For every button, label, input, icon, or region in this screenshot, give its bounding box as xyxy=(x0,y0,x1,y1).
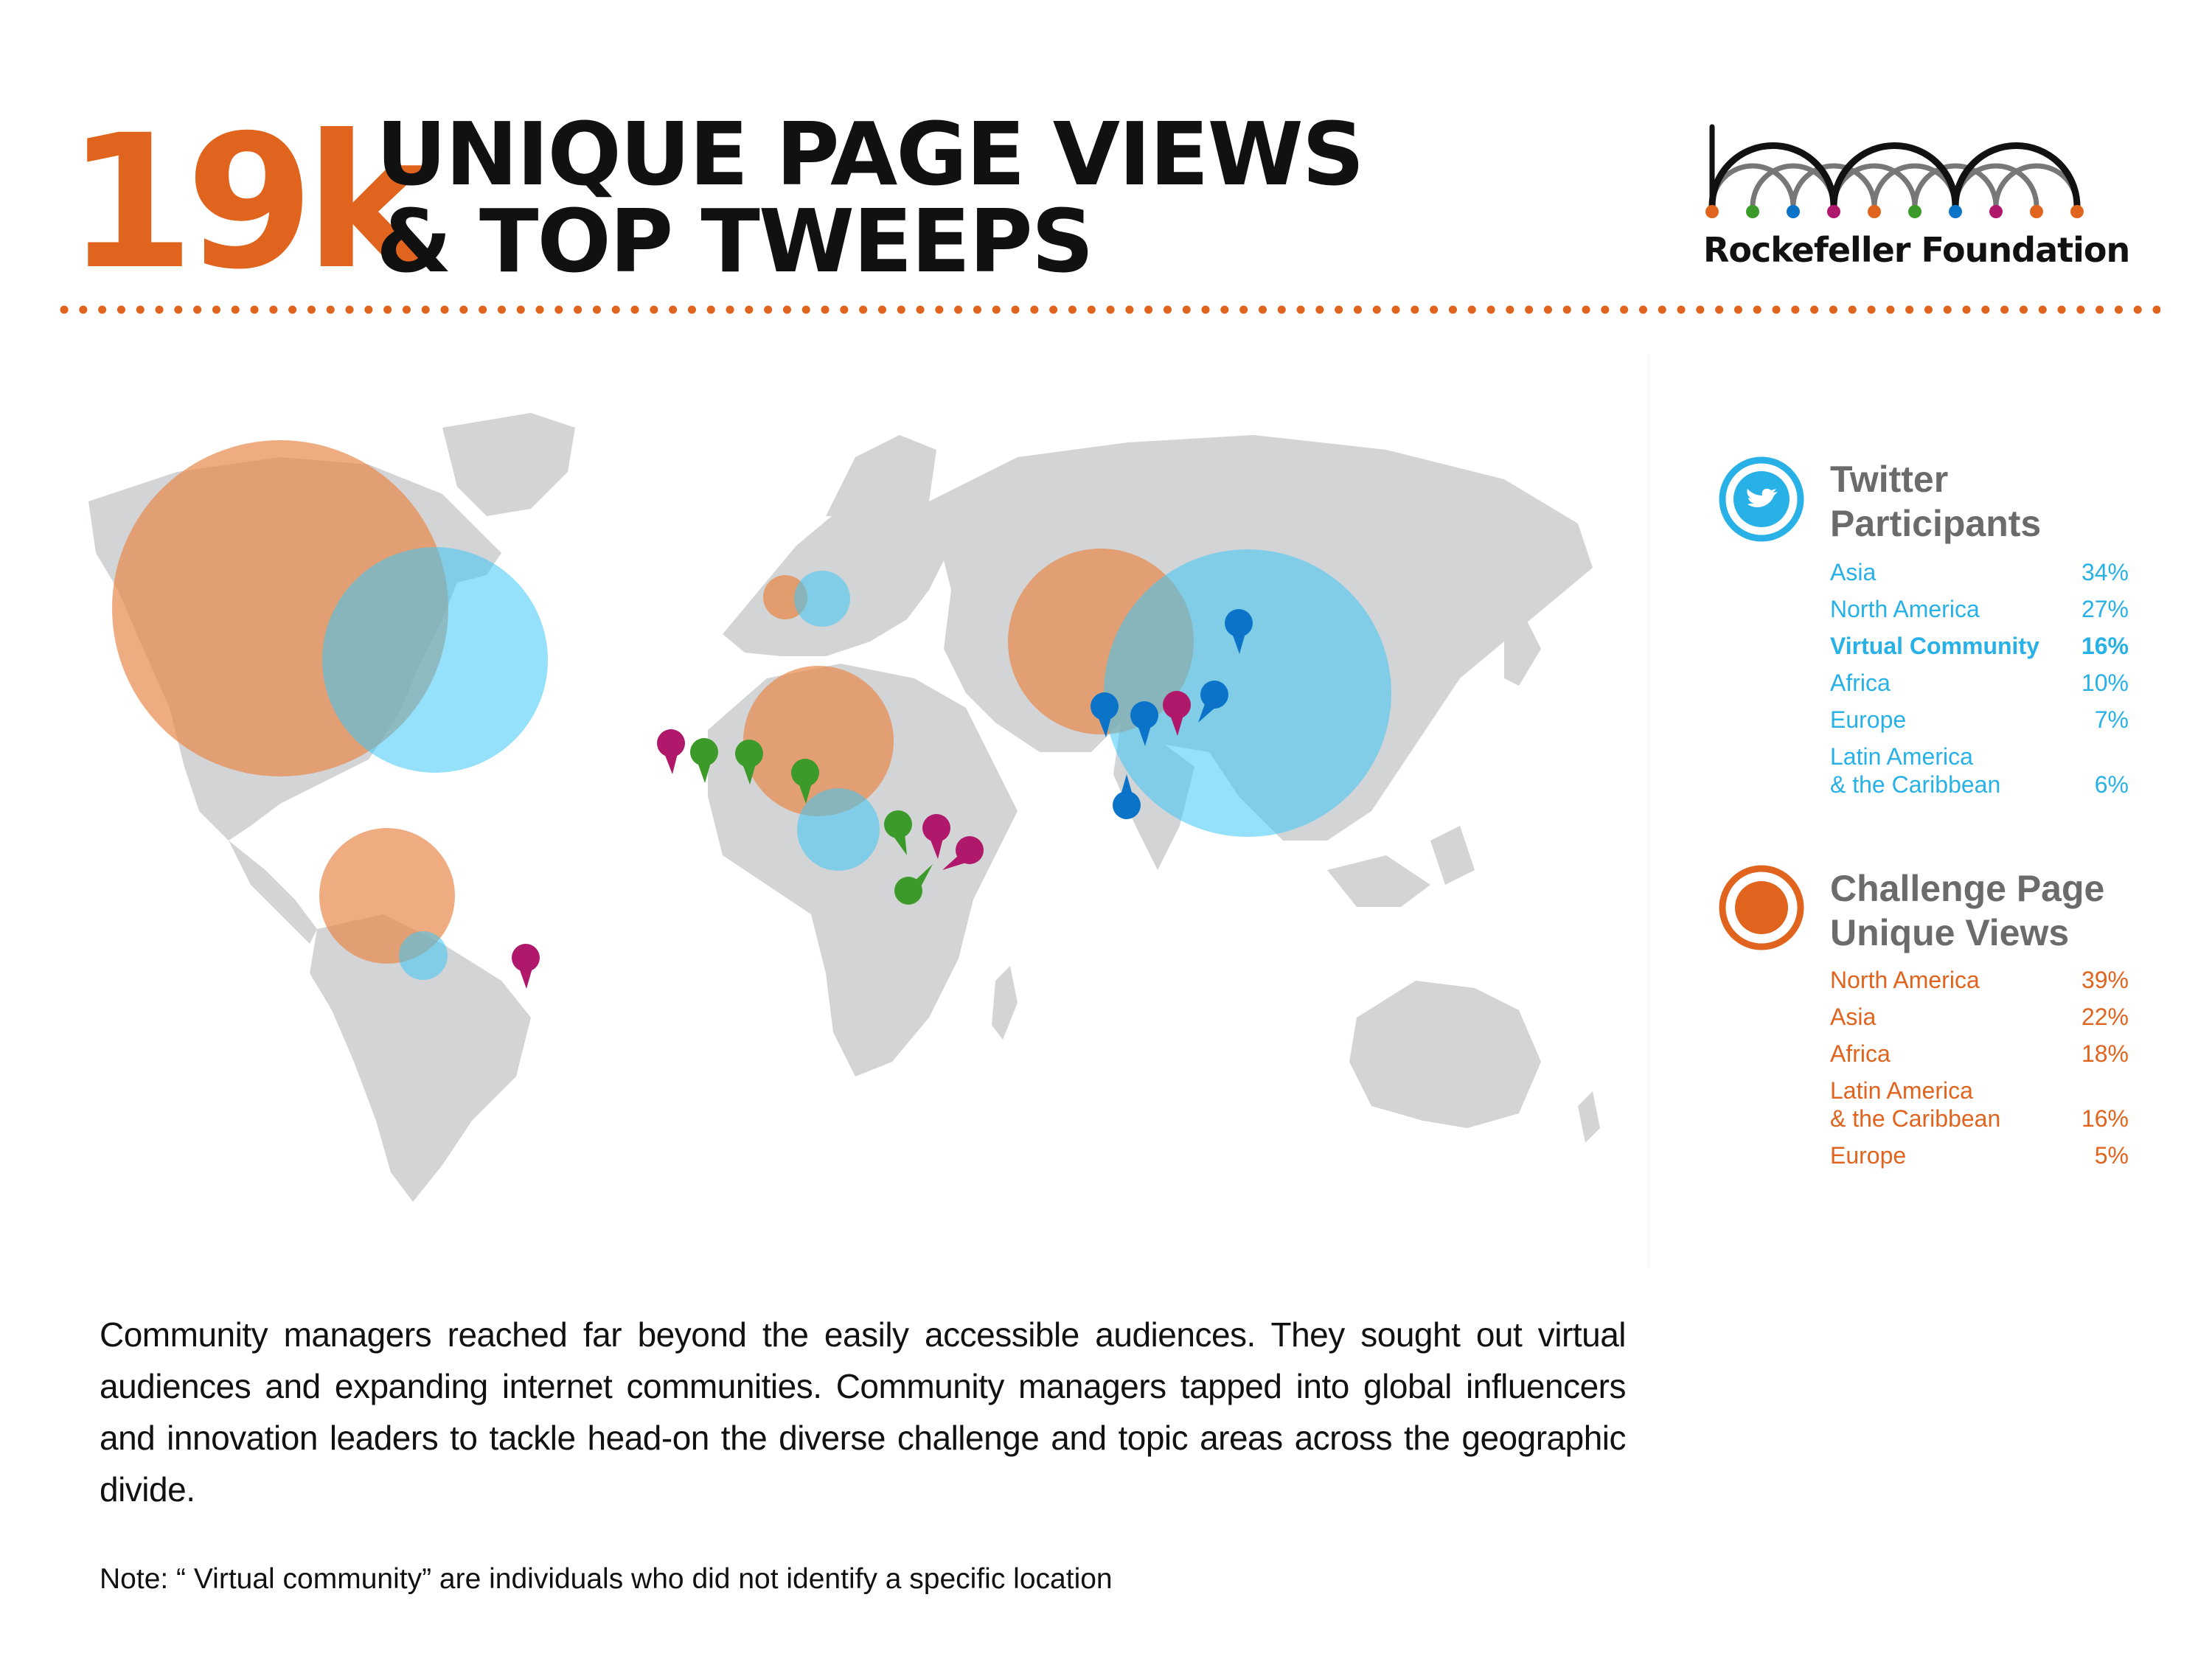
twitter-legend-title-line-2: Participants xyxy=(1830,503,2042,544)
pageviews-row-latin-america xyxy=(1830,1077,2129,1133)
target-circle-icon xyxy=(1718,864,1805,951)
map-pin[interactable] xyxy=(512,944,540,989)
row-value: 27% xyxy=(2081,596,2129,622)
bubble-africa-twitter xyxy=(797,788,880,871)
bubble-asia-twitter xyxy=(1104,549,1391,837)
map-pin[interactable] xyxy=(657,729,685,774)
twitter-row-asia xyxy=(1830,558,2129,586)
pageviews-row-africa xyxy=(1830,1040,2129,1068)
row-value: 10% xyxy=(2081,669,2129,696)
twitter-bird-icon xyxy=(1718,456,1805,543)
row-label: Europe xyxy=(1830,1142,1907,1169)
row-value: 5% xyxy=(2094,1142,2129,1169)
row-label: North America xyxy=(1830,596,1980,622)
row-value: 18% xyxy=(2081,1040,2129,1067)
dotted-divider xyxy=(59,305,2160,315)
bubble-latam-twitter xyxy=(399,931,448,980)
twitter-legend-title xyxy=(1830,457,2041,546)
row-label: Latin America & the Caribbean xyxy=(1830,1077,2001,1132)
footnote: Note: “ Virtual community” are individuals who did not identify a specific location xyxy=(100,1563,1113,1595)
bubble-europe-twitter xyxy=(794,571,850,627)
row-label: Africa xyxy=(1830,1040,1891,1067)
page-title xyxy=(376,103,1363,292)
row-label: Africa xyxy=(1830,669,1891,696)
pageviews-row-asia xyxy=(1830,1003,2129,1031)
twitter-legend-title-line-1: Twitter xyxy=(1830,459,1949,500)
world-map xyxy=(59,398,1637,1224)
pageviews-row-north-america xyxy=(1830,966,2129,994)
twitter-row-north-america xyxy=(1830,595,2129,623)
row-label: Virtual Community xyxy=(1830,633,2039,659)
twitter-row-latin-america xyxy=(1830,742,2129,799)
row-label: Asia xyxy=(1830,1004,1877,1030)
row-value: 7% xyxy=(2094,706,2129,733)
pageviews-row-europe xyxy=(1830,1141,2129,1169)
pageviews-legend-title-line-2: Unique Views xyxy=(1830,912,2070,953)
title-line-2: & TOP TWEEPS xyxy=(376,190,1093,292)
bubble-north-america-twitter xyxy=(322,547,548,773)
row-label: Asia xyxy=(1830,559,1877,585)
row-value: 16% xyxy=(2081,633,2129,659)
headline-stat: 19k xyxy=(66,95,420,310)
row-value: 22% xyxy=(2081,1004,2129,1030)
row-value: 6% xyxy=(2094,771,2129,798)
pageviews-legend-title-line-1: Challenge Page xyxy=(1830,868,2105,909)
twitter-row-virtual-community xyxy=(1830,632,2129,660)
title-line-1: UNIQUE PAGE VIEWS xyxy=(376,103,1363,205)
summary-paragraph: Community managers reached far beyond the easily accessible audiences. They sought out virtual audiences and expanding internet communities. Community managers tapped into global influencers and innovation leaders to tackle head-on the diverse challenge and topic areas across the geographic divide. xyxy=(100,1315,1626,1509)
panel-divider xyxy=(1648,354,1651,1268)
row-label: Europe xyxy=(1830,706,1907,733)
row-label: North America xyxy=(1830,967,1980,993)
logo-wordmark: Rockefeller Foundation xyxy=(1703,230,2130,270)
row-label: Latin America & the Caribbean xyxy=(1830,743,2001,798)
row-value: 16% xyxy=(2081,1105,2129,1132)
row-value: 34% xyxy=(2081,559,2129,585)
twitter-row-europe xyxy=(1830,706,2129,734)
pageviews-legend-title xyxy=(1830,866,2104,955)
row-value: 39% xyxy=(2081,967,2129,993)
twitter-row-africa xyxy=(1830,669,2129,697)
